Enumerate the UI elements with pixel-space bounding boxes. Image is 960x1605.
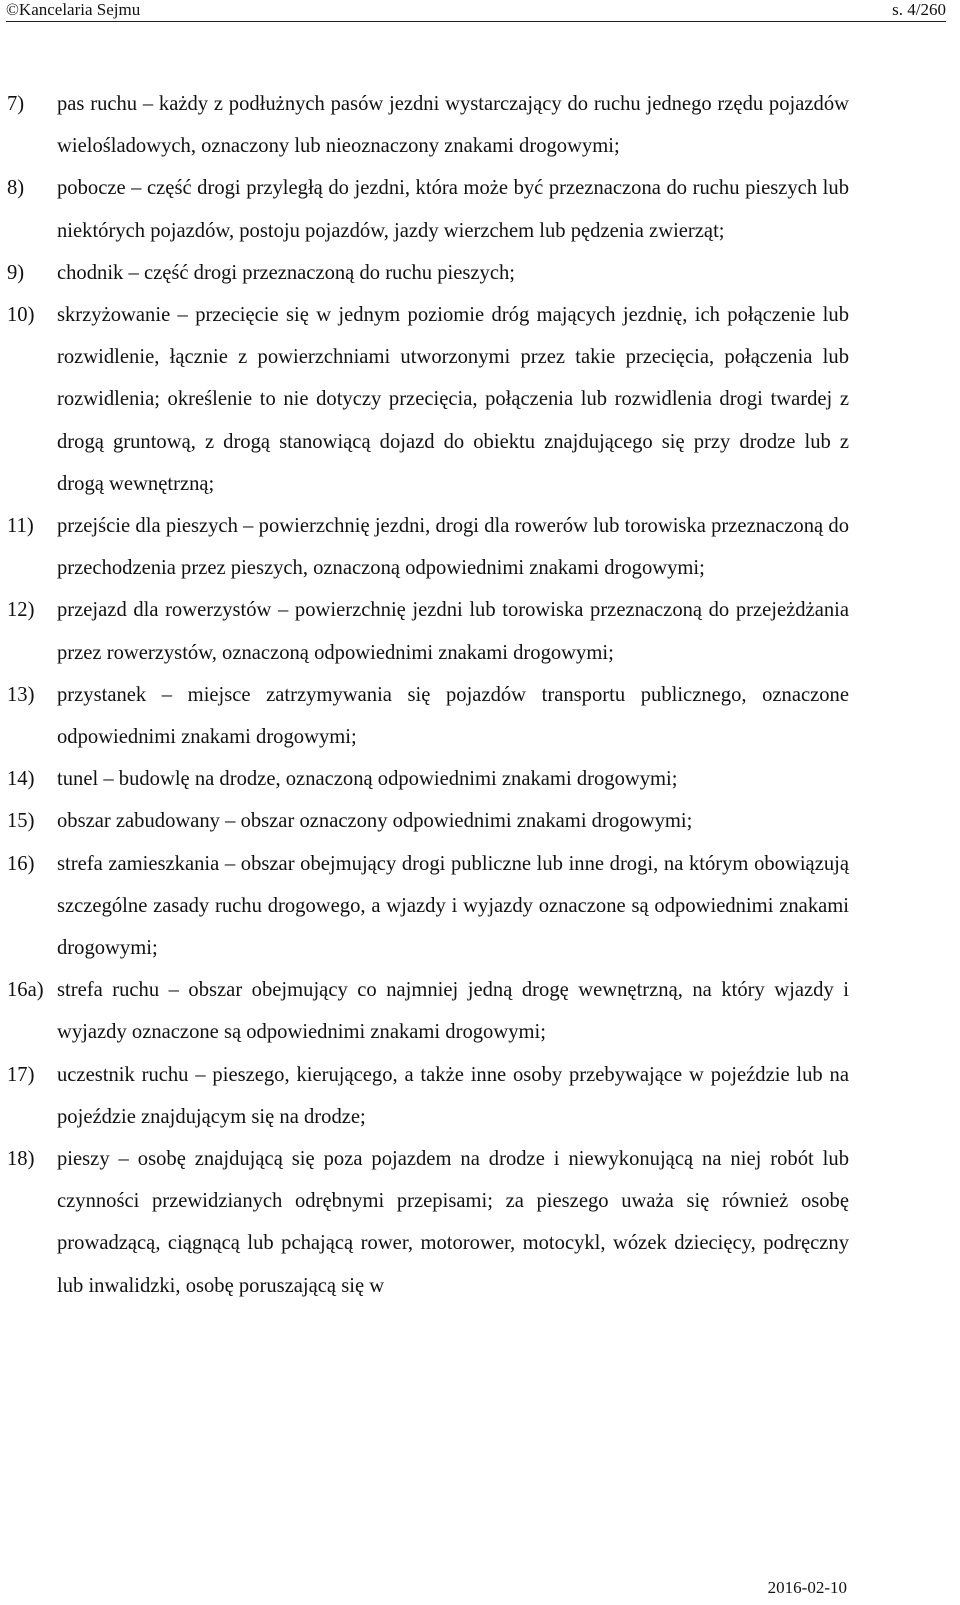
list-item [7,1054,849,1138]
list-item [7,252,849,294]
list-item [7,83,849,167]
item-text: chodnik – część drogi przeznaczoną do ruchu pieszych; [57,261,516,284]
list-item [7,1138,849,1307]
definitions-list [7,83,849,1307]
item-number: 17) [7,1063,35,1086]
item-text: skrzyżowanie – przecięcie się w jednym poziomie dróg mających jezdnię, ich połączenie lub rozwidlenie, łącznie z powierzchniami utworzonymi przez takie przecięcia, połączenia lub rozwidlenia; określenie to nie dotyczy przecięcia, połączenia lub rozwidlenia drogi twardej z drogą gruntową, z drogą stanowiącą dojazd do obiektu znajdującego się przy drodze lub z drogą wewnętrzną; [57,304,849,495]
item-text: strefa ruchu – obszar obejmujący co najmniej jedną drogę wewnętrzną, na który wjazdy i wyjazdy oznaczone są odpowiednimi znakami drogowymi; [57,979,849,1044]
document-date: 2016-02-10 [767,1578,847,1597]
list-item [7,505,849,589]
page-number: s. 4/260 [892,0,946,19]
list-item [7,674,849,758]
item-text: strefa zamieszkania – obszar obejmujący drogi publiczne lub inne drogi, na którym obowiązują szczególne zasady ruchu drogowego, a wjazdy i wyjazdy oznaczone są odpowiednimi znakami drogowymi; [57,852,849,960]
item-number: 15) [7,810,35,833]
list-item [7,758,849,800]
item-number: 16) [7,852,35,875]
list-item [7,800,849,842]
list-item [7,843,849,970]
item-text: pieszy – osobę znajdującą się poza pojazdem na drodze i niewykonującą na niej robót lub czynności przewidzianych odrębnymi przepisami; za pieszego uważa się również osobę prowadzącą, ciągnącą lub pchającą rower, motorower, motocykl, wózek dziecięcy, podręczny lub inwalidzki, osobę poruszającą się w [57,1148,849,1297]
item-text: przejście dla pieszych – powierzchnię jezdni, drogi dla rowerów lub torowiska przeznaczoną do przechodzenia przez pieszych, oznaczoną odpowiednimi znakami drogowymi; [57,515,849,580]
item-number: 12) [7,599,35,622]
list-item [7,167,849,251]
item-text: obszar zabudowany – obszar oznaczony odpowiednimi znakami drogowymi; [57,810,693,833]
copyright-label: ©Kancelaria Sejmu [6,0,141,19]
item-number: 7) [7,93,25,115]
header-divider [6,21,946,22]
item-number: 18) [7,1148,35,1171]
page-header [6,0,946,22]
item-number: 16a) [7,979,44,1002]
item-text: przejazd dla rowerzystów – powierzchnię jezdni lub torowiska przeznaczoną do przejeżdżania przez rowerzystów, oznaczoną odpowiednimi znakami drogowymi; [57,599,849,664]
list-item [7,589,849,673]
list-item [7,294,849,505]
list-item [7,969,849,1053]
item-number: 9) [7,261,25,284]
item-text: uczestnik ruchu – pieszego, kierującego, a także inne osoby przebywające w pojeździe lub na pojeździe znajdującym się na drodze; [57,1063,849,1128]
item-number: 11) [7,515,34,538]
item-number: 10) [7,304,35,327]
item-text: tunel – budowlę na drodze, oznaczoną odpowiednimi znakami drogowymi; [57,768,678,791]
item-number: 14) [7,768,35,791]
item-number: 8) [7,177,25,200]
item-number: 13) [7,683,35,706]
item-text: pas ruchu – każdy z podłużnych pasów jezdni wystarczający do ruchu jednego rzędu pojazdów wielośladowych, oznaczony lub nieoznaczony znakami drogowymi; [57,93,849,158]
item-text: pobocze – część drogi przyległą do jezdni, która może być przeznaczona do ruchu pieszych lub niektórych pojazdów, postoju pojazdów, jazdy wierzchem lub pędzenia zwierząt; [57,177,849,242]
item-text: przystanek – miejsce zatrzymywania się pojazdów transportu publicznego, oznaczone odpowiednimi znakami drogowymi; [57,683,849,749]
